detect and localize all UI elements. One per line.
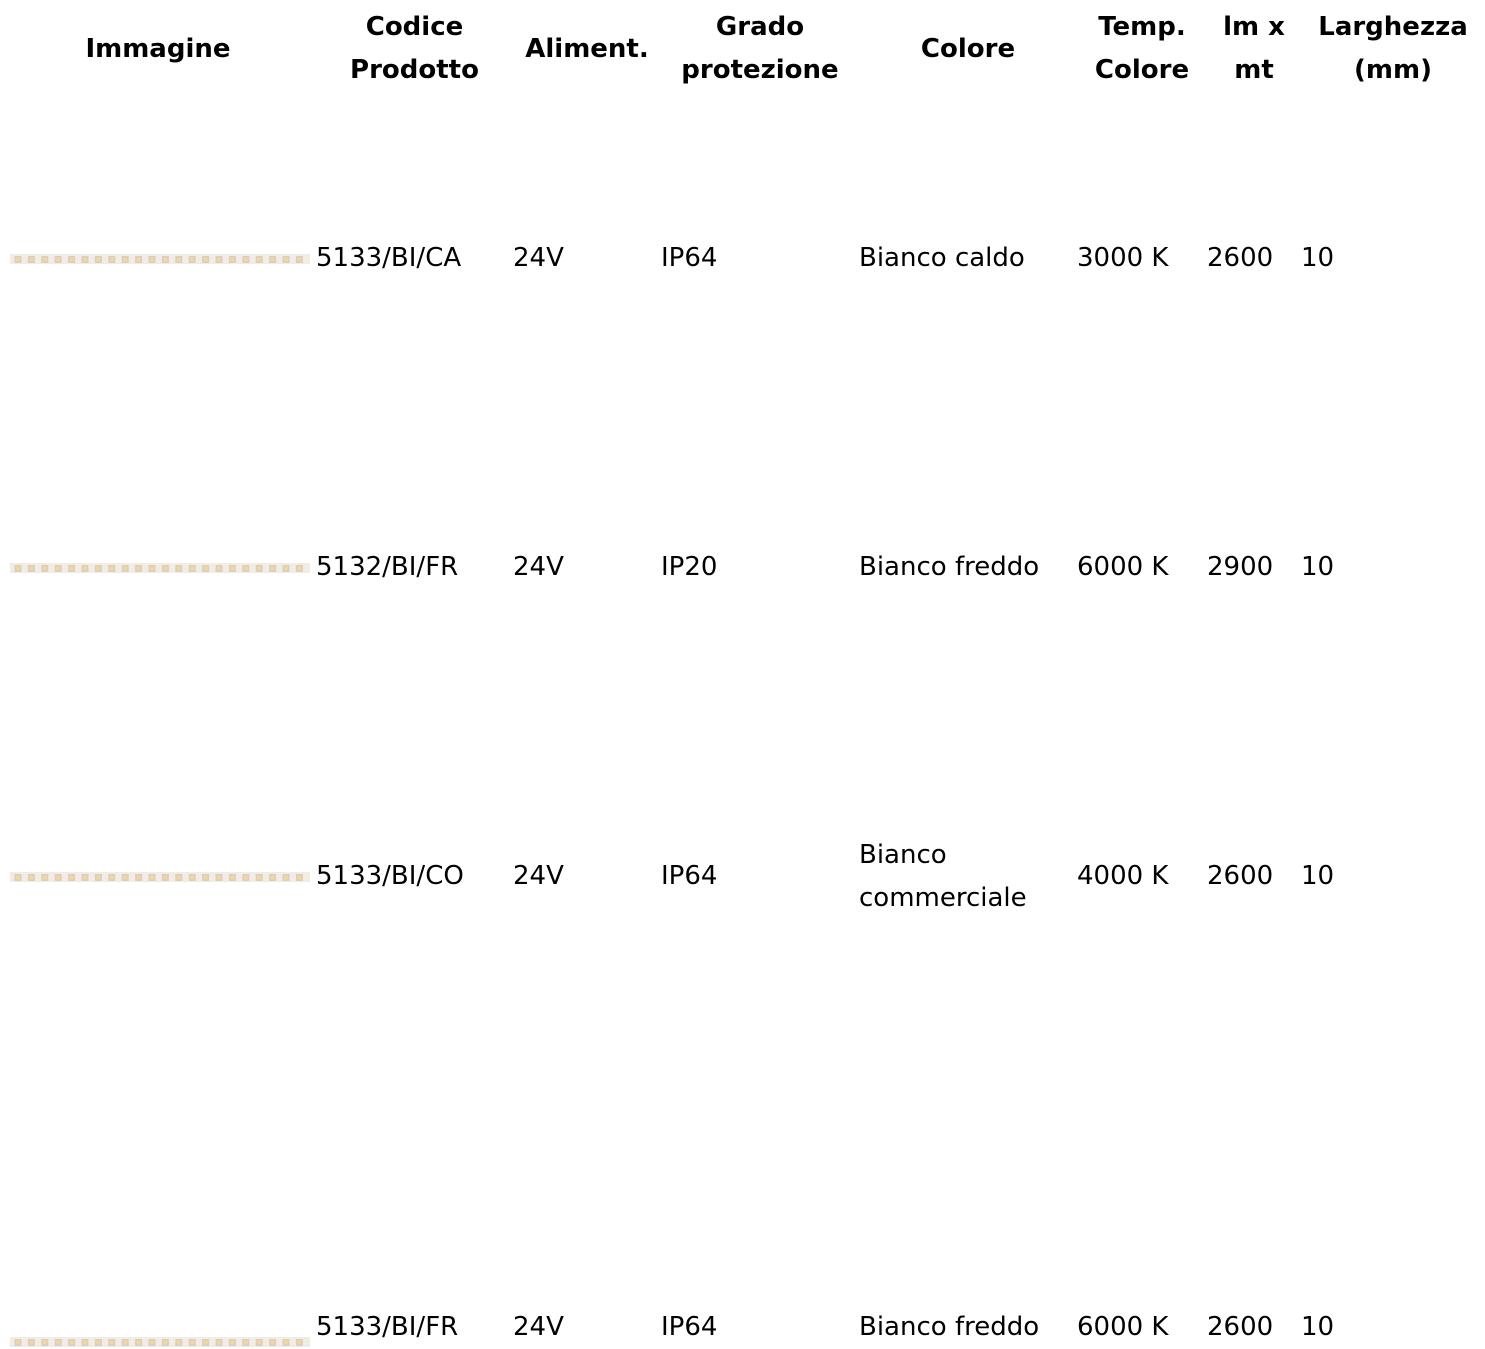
- header-temp: Temp. Colore: [1094, 12, 1190, 85]
- strip-led: [150, 1341, 154, 1345]
- strip-led: [70, 566, 74, 570]
- strip-led: [96, 566, 100, 570]
- cell-color: Bianco freddo: [859, 552, 1040, 582]
- strip-led: [204, 875, 208, 879]
- header-protection: Grado protezione: [681, 12, 839, 85]
- cell-protection: IP20: [661, 552, 718, 582]
- strip-led: [43, 566, 47, 570]
- strip-led: [43, 875, 47, 879]
- strip-led: [56, 566, 60, 570]
- strip-led: [137, 257, 141, 261]
- strip-led: [177, 875, 181, 879]
- strip-led: [16, 875, 20, 879]
- cell-code: 5133/BI/CO: [316, 861, 464, 891]
- strip-led: [123, 566, 127, 570]
- strip-led: [70, 1341, 74, 1345]
- strip-led: [190, 875, 194, 879]
- cell-power: 24V: [513, 552, 564, 582]
- strip-led: [284, 1341, 288, 1345]
- header-row: [0, 0, 1485, 104]
- cell-color: Bianco freddo: [859, 1312, 1040, 1342]
- strip-led: [70, 257, 74, 261]
- strip-led: [271, 257, 275, 261]
- table-row: [0, 413, 1485, 722]
- strip-led: [271, 566, 275, 570]
- strip-led: [271, 1341, 275, 1345]
- cell-protection: IP64: [661, 1312, 718, 1342]
- strip-led: [284, 566, 288, 570]
- strip-led: [230, 257, 234, 261]
- strip-led: [29, 257, 33, 261]
- cell-width: 10: [1301, 861, 1335, 891]
- strip-led: [110, 1341, 114, 1345]
- strip-led: [284, 257, 288, 261]
- strip-led: [150, 566, 154, 570]
- header-image: Immagine: [85, 33, 231, 64]
- strip-led: [123, 875, 127, 879]
- strip-led: [163, 875, 167, 879]
- cell-lumen: 2900: [1207, 552, 1274, 582]
- strip-led: [244, 1341, 248, 1345]
- table-row: [0, 104, 1485, 413]
- strip-led: [257, 257, 261, 261]
- strip-led: [43, 257, 47, 261]
- cell-color: Bianco caldo: [859, 243, 1025, 273]
- strip-led: [150, 875, 154, 879]
- strip-led: [110, 257, 114, 261]
- table-row: [0, 1031, 1485, 1349]
- cell-temp: 6000 K: [1077, 1312, 1169, 1342]
- strip-led: [56, 257, 60, 261]
- strip-led: [16, 566, 20, 570]
- strip-led: [150, 257, 154, 261]
- cell-temp: 3000 K: [1077, 243, 1169, 273]
- cell-power: 24V: [513, 243, 564, 273]
- cell-code: 5133/BI/FR: [316, 1312, 459, 1342]
- strip-led: [29, 875, 33, 879]
- header-power: Aliment.: [525, 33, 649, 64]
- strip-led: [177, 257, 181, 261]
- strip-led: [123, 257, 127, 261]
- strip-led: [204, 257, 208, 261]
- strip-led: [244, 566, 248, 570]
- strip-led: [177, 1341, 181, 1345]
- cell-lumen: 2600: [1207, 861, 1274, 891]
- strip-led: [137, 875, 141, 879]
- strip-led: [244, 257, 248, 261]
- cell-width: 10: [1301, 552, 1335, 582]
- strip-led: [217, 257, 221, 261]
- cell-temp: 4000 K: [1077, 861, 1169, 891]
- strip-led: [96, 1341, 100, 1345]
- strip-led: [177, 566, 181, 570]
- strip-led: [244, 875, 248, 879]
- strip-led: [110, 875, 114, 879]
- cell-power: 24V: [513, 1312, 564, 1342]
- cell-power: 24V: [513, 861, 564, 891]
- table-row: [0, 722, 1485, 1031]
- cell-protection: IP64: [661, 243, 718, 273]
- strip-led: [96, 875, 100, 879]
- strip-led: [137, 1341, 141, 1345]
- strip-led: [257, 566, 261, 570]
- strip-led: [56, 1341, 60, 1345]
- strip-led: [204, 1341, 208, 1345]
- strip-led: [217, 1341, 221, 1345]
- strip-led: [297, 257, 301, 261]
- strip-led: [204, 566, 208, 570]
- led-strip-image: [10, 1335, 310, 1349]
- strip-led: [16, 257, 20, 261]
- strip-led: [123, 1341, 127, 1345]
- strip-led: [56, 875, 60, 879]
- strip-led: [163, 566, 167, 570]
- strip-led: [230, 875, 234, 879]
- cell-color: Bianco commerciale: [859, 839, 1027, 913]
- strip-led: [83, 1341, 87, 1345]
- table-header: [0, 0, 1485, 104]
- strip-led: [297, 875, 301, 879]
- header-width: Larghezza (mm): [1318, 12, 1468, 85]
- strip-led: [257, 875, 261, 879]
- strip-led: [271, 875, 275, 879]
- header-code: Codice Prodotto: [350, 12, 479, 85]
- strip-led: [190, 1341, 194, 1345]
- cell-protection: IP64: [661, 861, 718, 891]
- strip-led: [297, 566, 301, 570]
- strip-led: [83, 257, 87, 261]
- strip-led: [230, 566, 234, 570]
- image-cell: [0, 104, 316, 413]
- strip-led: [190, 257, 194, 261]
- image-cell: [0, 413, 316, 722]
- strip-led: [70, 875, 74, 879]
- header-lumen: lm x mt: [1223, 12, 1285, 85]
- cell-temp: 6000 K: [1077, 552, 1169, 582]
- strip-led: [83, 566, 87, 570]
- cell-width: 10: [1301, 1312, 1335, 1342]
- strip-led: [29, 566, 33, 570]
- header-color: Colore: [920, 33, 1016, 64]
- image-cell: [0, 722, 316, 1031]
- strip-led: [83, 875, 87, 879]
- strip-led: [230, 1341, 234, 1345]
- strip-led: [16, 1341, 20, 1345]
- strip-led: [217, 566, 221, 570]
- strip-led: [257, 1341, 261, 1345]
- cell-width: 10: [1301, 243, 1335, 273]
- led-strip-image: [10, 561, 310, 575]
- table-body: [0, 104, 1485, 1349]
- cell-code: 5133/BI/CA: [316, 243, 462, 273]
- strip-led: [110, 566, 114, 570]
- strip-led: [284, 875, 288, 879]
- strip-led: [29, 1341, 33, 1345]
- image-cell: [0, 1031, 316, 1349]
- cell-lumen: 2600: [1207, 1312, 1274, 1342]
- led-strip-image: [10, 870, 310, 884]
- strip-led: [163, 257, 167, 261]
- strip-led: [217, 875, 221, 879]
- strip-led: [163, 1341, 167, 1345]
- strip-led: [137, 566, 141, 570]
- strip-led: [43, 1341, 47, 1345]
- strip-led: [190, 566, 194, 570]
- strip-led: [297, 1341, 301, 1345]
- cell-lumen: 2600: [1207, 243, 1274, 273]
- strip-led: [96, 257, 100, 261]
- cell-code: 5132/BI/FR: [316, 552, 459, 582]
- led-strip-image: [10, 252, 310, 266]
